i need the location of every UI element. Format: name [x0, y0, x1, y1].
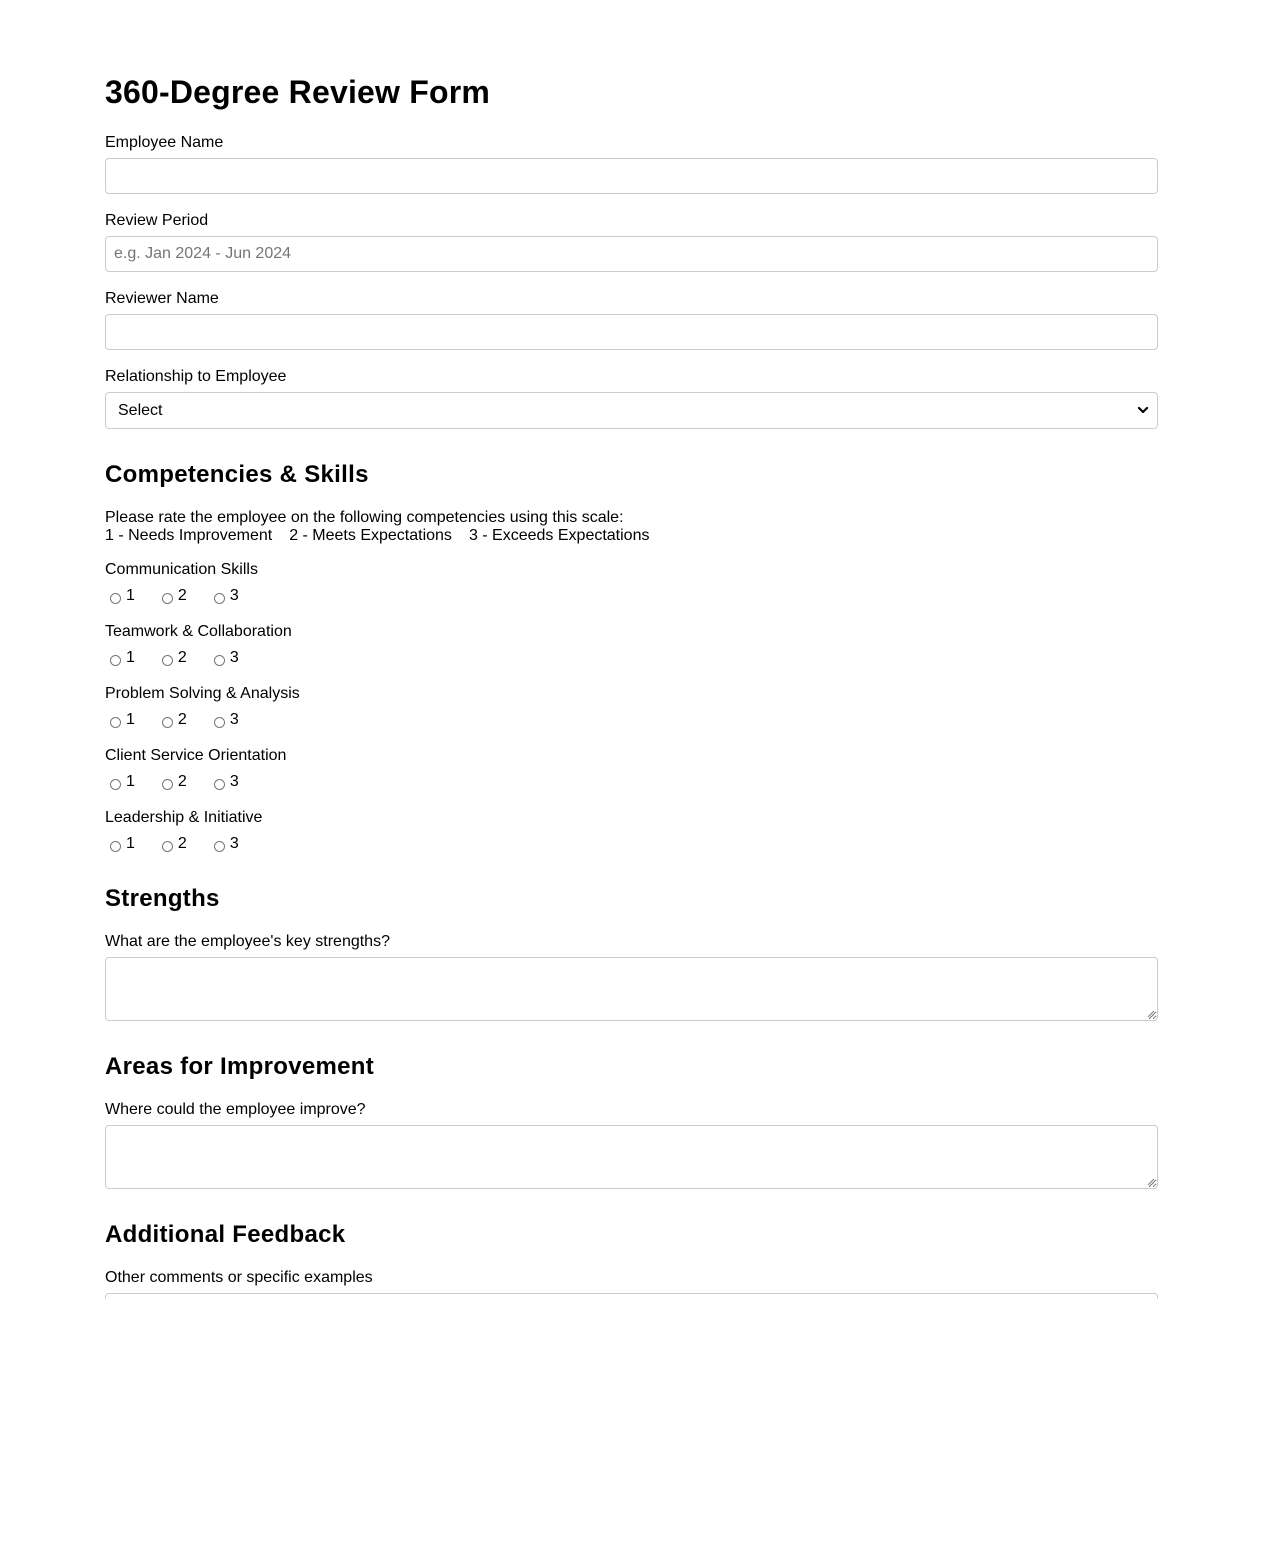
instructions-text: Please rate the employee on the following competencies using this scale:	[105, 509, 624, 526]
radio-button[interactable]	[110, 717, 121, 728]
improvement-heading: Areas for Improvement	[105, 1053, 375, 1080]
resize-handle-icon[interactable]	[1147, 1178, 1155, 1186]
employee-name-label: Employee Name	[105, 134, 224, 151]
rating-option-3[interactable]: 3	[209, 835, 239, 853]
strengths-label: What are the employee's key strengths?	[105, 933, 390, 950]
additional-feedback-textarea[interactable]	[105, 1293, 1158, 1299]
competency-rating-group	[105, 648, 261, 668]
rating-option-1[interactable]: 1	[105, 587, 135, 605]
page-title: 360-Degree Review Form	[105, 74, 491, 110]
radio-button[interactable]	[214, 717, 225, 728]
rating-option-3[interactable]: 3	[209, 649, 239, 667]
competency-label: Client Service Orientation	[105, 747, 287, 764]
strengths-field	[105, 957, 1158, 1021]
strengths-textarea[interactable]	[105, 957, 1158, 1021]
competency-rating-group	[105, 834, 261, 854]
relationship-label: Relationship to Employee	[105, 368, 287, 385]
additional-feedback-heading: Additional Feedback	[105, 1221, 346, 1248]
rating-option-3[interactable]: 3	[209, 711, 239, 729]
rating-option-1[interactable]: 1	[105, 773, 135, 791]
radio-button[interactable]	[214, 841, 225, 852]
radio-button[interactable]	[162, 717, 173, 728]
reviewer-name-input[interactable]	[105, 314, 1158, 350]
employee-name-input[interactable]	[105, 158, 1158, 194]
rating-option-1[interactable]: 1	[105, 835, 135, 853]
scale-3: 3 - Exceeds Expectations	[468, 527, 650, 544]
competency-rating-group	[105, 586, 261, 606]
radio-button[interactable]	[110, 593, 121, 604]
rating-option-1[interactable]: 1	[105, 649, 135, 667]
review-form	[105, 0, 1158, 1299]
radio-button[interactable]	[162, 779, 173, 790]
radio-button[interactable]	[110, 779, 121, 790]
rating-option-1[interactable]: 1	[105, 711, 135, 729]
radio-button[interactable]	[110, 841, 121, 852]
radio-button[interactable]	[162, 841, 173, 852]
radio-button[interactable]	[214, 655, 225, 666]
rating-option-3[interactable]: 3	[209, 587, 239, 605]
competency-label: Teamwork & Collaboration	[105, 623, 292, 640]
competencies-heading: Competencies & Skills	[105, 461, 369, 488]
resize-handle-icon[interactable]	[1147, 1010, 1155, 1018]
chevron-down-icon	[1137, 404, 1149, 416]
rating-option-3[interactable]: 3	[209, 773, 239, 791]
competency-label: Communication Skills	[105, 561, 258, 578]
rating-option-2[interactable]: 2	[157, 835, 187, 853]
competency-rating-group	[105, 772, 261, 792]
scale-1: 1 - Needs Improvement	[105, 527, 273, 544]
radio-button[interactable]	[110, 655, 121, 666]
relationship-selected-value: Select	[118, 401, 163, 419]
strengths-heading: Strengths	[105, 885, 220, 912]
competencies-instructions	[105, 509, 666, 545]
competency-rating-group	[105, 710, 261, 730]
competency-label: Leadership & Initiative	[105, 809, 263, 826]
rating-option-2[interactable]: 2	[157, 649, 187, 667]
radio-button[interactable]	[162, 655, 173, 666]
improvement-label: Where could the employee improve?	[105, 1101, 366, 1118]
competency-label: Problem Solving & Analysis	[105, 685, 300, 702]
radio-button[interactable]	[162, 593, 173, 604]
additional-feedback-label: Other comments or specific examples	[105, 1269, 373, 1286]
radio-button[interactable]	[214, 593, 225, 604]
rating-option-2[interactable]: 2	[157, 711, 187, 729]
radio-button[interactable]	[214, 779, 225, 790]
rating-option-2[interactable]: 2	[157, 773, 187, 791]
improvement-textarea[interactable]	[105, 1125, 1158, 1189]
rating-option-2[interactable]: 2	[157, 587, 187, 605]
rating-scale-legend	[105, 527, 666, 545]
review-period-label: Review Period	[105, 212, 209, 229]
improvement-field	[105, 1125, 1158, 1189]
relationship-select[interactable]	[105, 392, 1158, 429]
reviewer-name-label: Reviewer Name	[105, 290, 219, 307]
scale-2: 2 - Meets Expectations	[289, 527, 452, 544]
review-period-input[interactable]	[105, 236, 1158, 272]
